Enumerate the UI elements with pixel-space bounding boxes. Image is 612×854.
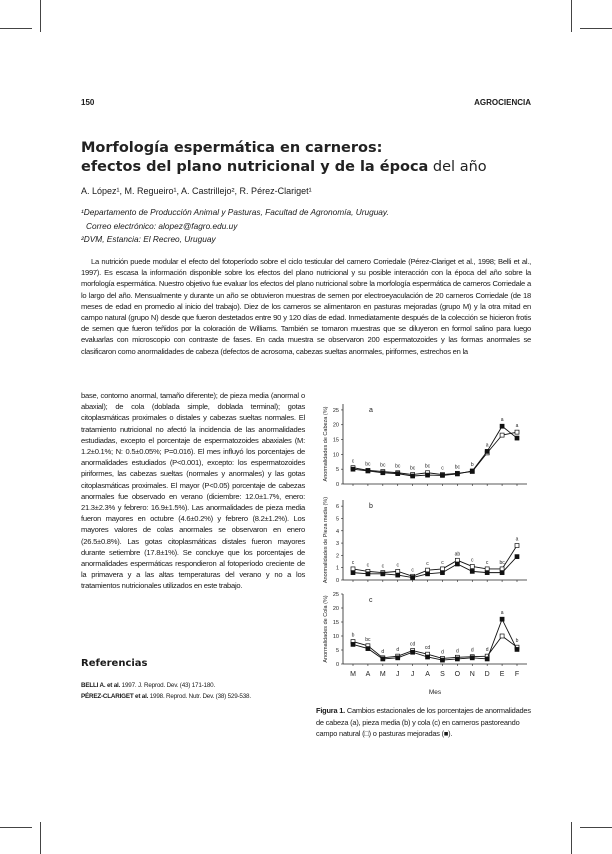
data-point-filled-square [366, 647, 370, 651]
y-tick-label: 6 [335, 504, 339, 511]
title-line-2-b: época [379, 159, 429, 175]
y-tick-label: 2 [335, 553, 339, 560]
data-point-filled-square [411, 474, 415, 478]
x-category-label: A [425, 671, 430, 678]
data-point-open-square [515, 430, 519, 434]
x-category-label: O [454, 671, 461, 678]
x-category-label: J [410, 671, 415, 678]
significance-letter: c [411, 567, 414, 574]
x-category-label: J [395, 671, 400, 678]
y-tick-label: 0 [335, 578, 339, 584]
data-point-filled-square [426, 473, 430, 477]
significance-letter: b [351, 632, 355, 639]
significance-letter: c [441, 465, 444, 472]
significance-letter: c [485, 559, 489, 566]
y-tick-label: 5 [335, 516, 339, 523]
data-point-open-square [470, 564, 474, 568]
y-tick-label: 5 [335, 648, 339, 654]
x-category-label: D [484, 671, 490, 678]
significance-letter: a [500, 610, 504, 617]
abstract-full-width: La nutrición puede modular el efecto del fotoperíodo sobre el ciclo testicular del carnero Corriedale (Pérez-Clariget et al., 1998; Belli et al., 1997). Es escasa la información disponible sobre los efectos del plano nutricional y su posible interacción con la época del año sobre la morfología espermática. Nuestro objetivo fue evaluar los efectos del plano nutricional sobre la morfología espermática de carneros Corriedale a lo largo del año. Mensualmente y durante un año se obtuvieron muestras de semen por electroeyaculación de 20 carneros Corriedale (de 18 meses de edad en promedio al inicio del trabajo). Diez de los carneros se alimentaron en pasturas mejoradas (grupo M) y la otra mitad en campo natural (grupo N) desde que fueron destetados entre 90 y 120 días de edad. Inmediatamente después de la colección se hicieron frotis de semen que fueron teñidos por la coloración de Williams. También se tomaron muestras que se diluyeron en formol salino para luego evaluarlas con microscopio con contraste de fases. En cada muestra se observaron 200 espermatozoides y las formas anormales se clasificaron como anormalidades de cabeza (defectos de acrosoma, cabezas sueltas anormales, piriformes, estrechos en la [81, 257, 531, 356]
data-point-filled-square [515, 647, 519, 651]
panel-letter: b [369, 503, 373, 510]
data-point-filled-square [351, 467, 355, 471]
data-point-filled-square [485, 657, 489, 661]
significance-letter: bc [365, 636, 371, 643]
data-point-filled-square [351, 571, 355, 575]
y-tick-label: 25 [332, 407, 339, 414]
significance-letter: bc [380, 462, 386, 469]
crop-mark [0, 28, 32, 29]
significance-letter: bc [395, 463, 401, 470]
data-point-filled-square [426, 572, 430, 576]
significance-letter: bc [409, 465, 416, 472]
panel-letter: a [369, 407, 373, 414]
data-point-filled-square [366, 469, 370, 473]
significance-letter: bc [424, 463, 431, 470]
data-point-filled-square [411, 650, 415, 654]
significance-letter: d [396, 647, 400, 654]
title-line-1: Morfología espermática en carneros: [81, 140, 383, 156]
panel-letter: c [369, 597, 373, 604]
significance-letter: c [381, 563, 385, 570]
y-tick-label: 20 [332, 422, 339, 429]
x-category-label: N [469, 671, 475, 678]
data-point-filled-square [351, 642, 355, 646]
data-point-filled-square [366, 572, 370, 576]
significance-letter: bc [365, 461, 371, 468]
data-point-filled-square [381, 657, 385, 661]
y-tick-label: 3 [335, 541, 339, 548]
y-tick-label: 25 [332, 592, 339, 598]
figure-caption [316, 705, 532, 740]
significance-letter: c [471, 557, 474, 564]
data-point-filled-square [440, 473, 444, 477]
y-tick-label: 5 [335, 467, 339, 474]
y-tick-label: 0 [335, 662, 339, 668]
data-point-filled-square [455, 472, 459, 476]
data-point-filled-square [455, 657, 459, 661]
significance-letter: c [351, 559, 355, 566]
significance-letter: c [351, 458, 355, 465]
title-line-2-c: del año [428, 159, 487, 175]
significance-letter: a [515, 423, 519, 430]
y-axis-label: Anormalidades de Cabeza (%) [323, 406, 329, 482]
data-point-filled-square [500, 571, 504, 575]
series-line-pasturas-mejoradas [353, 557, 517, 578]
affiliation-email: Correo electrónico: alopez@fagro.edu.uy [86, 221, 238, 231]
references-heading: Referencias [81, 658, 148, 669]
figure-1 [305, 396, 537, 700]
significance-letter: a [485, 442, 489, 449]
data-point-open-square [515, 544, 519, 548]
data-point-filled-square [470, 656, 474, 660]
data-point-filled-square [500, 617, 504, 621]
x-category-label: A [365, 671, 371, 678]
y-axis-label: Anormalidades de Cola (%) [323, 595, 329, 663]
reference-2 [81, 693, 251, 700]
significance-letter: bc [454, 464, 461, 471]
data-point-filled-square [515, 555, 519, 559]
reference-2-rest: 1998. Reprod. Nutr. Dev. (38) 529-538. [148, 693, 251, 700]
crop-mark [580, 28, 612, 29]
data-point-filled-square [396, 472, 400, 476]
significance-letter: a [515, 536, 519, 543]
significance-letter: d [381, 648, 385, 655]
caption-label: Figura 1. [316, 706, 346, 715]
significance-letter: bc [499, 559, 505, 566]
y-tick-label: 15 [332, 620, 339, 626]
data-point-filled-square [396, 573, 400, 577]
series-line-pasturas-mejoradas [353, 426, 517, 476]
significance-letter: d [441, 649, 444, 656]
significance-letter: d [455, 648, 459, 655]
data-point-open-square [500, 634, 504, 638]
x-category-label: M [350, 671, 356, 678]
y-tick-label: 4 [335, 528, 339, 535]
x-category-label: M [379, 671, 386, 678]
significance-letter: b [515, 638, 519, 645]
crop-mark [40, 0, 41, 32]
crop-mark [571, 0, 572, 32]
data-point-filled-square [440, 658, 444, 662]
y-tick-label: 10 [332, 634, 339, 640]
article-title [81, 139, 487, 177]
reference-1-rest: 1997. J. Reprod. Dev. (43) 171-180. [120, 682, 216, 689]
reference-2-author: PÉREZ-CLARIGET et al. [81, 693, 149, 700]
series-line-campo-natural [353, 432, 517, 474]
caption-text: Cambios estacionales de los porcentajes de anormalidades de cabeza (a), pieza media (b) y cola (c) en carneros pastoreando campo natural (□) o pasturas mejoradas (■). [316, 706, 531, 738]
data-point-open-square [500, 433, 504, 437]
affiliation-2: ²DVM, Estancia: El Recreo, Uruguay [81, 234, 216, 244]
data-point-filled-square [396, 656, 400, 660]
y-tick-label: 10 [332, 452, 339, 459]
affiliation-1: ¹Departamento de Producción Animal y Pasturas, Facultad de Agronomía, Uruguay. [81, 207, 389, 217]
significance-letter: cd [409, 641, 416, 648]
data-point-filled-square [440, 571, 444, 575]
significance-letter: c [366, 562, 370, 569]
y-axis-label: Anormalidades de Pieza media (%) [323, 496, 329, 584]
series-line-campo-natural [353, 546, 517, 577]
x-axis-label: Mes [428, 689, 442, 696]
data-point-filled-square [411, 576, 415, 580]
abstract-narrow: base, contorno anormal, tamaño diferente); de pieza media (anormal o abaxial); de cola (doblada simple, doblada terminal); gotas citoplasmáticas proximales o distales y cabezas sueltas normales. El tratamiento nutricional no afectó la incidencia de las anormalidades estudiadas, excepto el porcentaje de espermatozoides abaxiales (M: 1.2±0.1%; N: 0.5±0.05%; P=0.016). El mes influyó los porcentajes de anormalidades estudiados (P<0.001), excepto: los espermatozoides piriformes, las cabezas sueltas (normales y anormales) y las gotas citoplasmáticas proximales. El mayor (P<0.05) porcentaje de cabezas anormales fue observado en verano (diciembre: 12.0±1.7%, enero: 21.3±2.3% y febrero: 16.9±1.5%). Las anormalidades de pieza media fueron mayores en octubre (4.6±0.2%) y febrero (8.2±1.2%). Los mayores valores de colas anormales se observaron en enero (26.5±0.8%). Las gotas citoplasmáticas distales fueron mayores durante setiembre (17.8±1%). Se concluye que los porcentajes de anormalidades espermáticas respondieron al fotoperíodo creciente de la primavera y a las altas temperaturas del verano y no a los tratamientos nutricionales utilizados en este trabajo. [81, 391, 305, 591]
significance-letter: c [426, 561, 429, 568]
page-number: 150 [81, 98, 95, 107]
crop-mark [571, 822, 572, 854]
significance-letter: c [441, 559, 444, 566]
y-tick-label: 0 [335, 482, 339, 488]
data-point-filled-square [470, 469, 474, 473]
x-category-label: F [514, 671, 520, 678]
significance-letter: a [500, 417, 504, 424]
significance-letter: b [470, 461, 474, 468]
y-tick-label: 20 [332, 606, 339, 612]
authors: A. López¹, M. Regueiro¹, A. Castrillejo², R. Pérez-Clariget¹ [81, 186, 312, 196]
significance-letter: c [396, 562, 399, 569]
significance-letter: d [485, 647, 489, 654]
data-point-filled-square [485, 571, 489, 575]
x-category-label: S [440, 671, 445, 678]
title-line-2-a: efectos del plano nutricional y de la [81, 159, 380, 175]
journal-name: AGROCIENCIA [474, 98, 531, 107]
y-tick-label: 1 [335, 565, 339, 572]
reference-1 [81, 682, 215, 689]
significance-letter: ab [454, 551, 461, 558]
crop-mark [0, 827, 32, 828]
data-point-filled-square [515, 436, 519, 440]
data-point-filled-square [500, 424, 504, 428]
data-point-filled-square [485, 449, 489, 453]
data-point-filled-square [381, 572, 385, 576]
title-line-2 [81, 158, 487, 177]
crop-mark [580, 827, 612, 828]
significance-letter: cd [424, 645, 431, 652]
reference-1-author: BELLI A. et al. [81, 682, 121, 689]
significance-letter: d [470, 647, 474, 654]
data-point-filled-square [381, 471, 385, 475]
data-point-filled-square [470, 569, 474, 573]
x-category-label: E [499, 671, 505, 678]
data-point-filled-square [426, 655, 430, 659]
data-point-filled-square [455, 562, 459, 566]
crop-mark [40, 822, 41, 854]
y-tick-label: 15 [332, 437, 339, 444]
